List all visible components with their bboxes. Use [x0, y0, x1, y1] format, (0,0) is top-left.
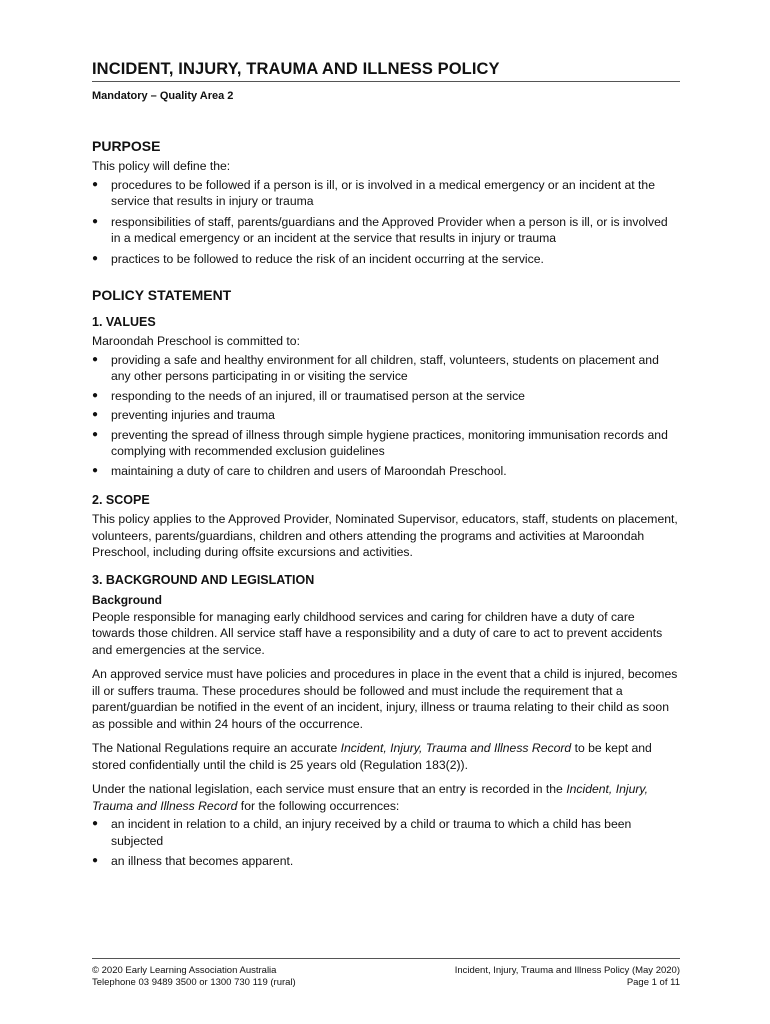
bullet-icon: ● [92, 353, 99, 365]
list-item: ● responding to the needs of an injured, ill or traumatised person at the service [92, 388, 525, 403]
bullet-icon: ● [92, 252, 99, 264]
page-footer [92, 958, 680, 988]
background-paragraph-3: The National Regulations require an accurate Incident, Injury, Trauma and Illness Record to be kept and stored confidentially until the child is 25 years old (Regulation 183(2)). [92, 741, 652, 772]
list-item: ● an incident in relation to a child, an injury received by a child or trauma to which a child has been subjected [92, 817, 632, 848]
footer-page-number: Page 1 of 11 [626, 977, 680, 988]
bullet-icon: ● [92, 409, 99, 420]
bullet-icon: ● [92, 389, 99, 401]
list-item: ● practices to be followed to reduce the risk of an incident occurring at the service. [92, 251, 544, 266]
scope-text: This policy applies to the Approved Provider, Nominated Supervisor, educators, staff, students on placement, volunteers, parents/guardians, children and others attending the programs and activities at Maroondah Preschool, including during offsite excursions and activities. [92, 512, 678, 559]
bullet-icon: ● [92, 178, 99, 190]
values-heading: 1. VALUES [92, 315, 156, 329]
purpose-heading: PURPOSE [92, 138, 161, 154]
footer-copyright: © 2020 Early Learning Association Australia [92, 965, 277, 976]
purpose-intro: This policy will define the: [92, 159, 231, 173]
list-item: ● responsibilities of staff, parents/guardians and the Approved Provider when a person is ill, or is involved in a medical emergency or an incident at the service that results in injury or trauma [92, 214, 668, 245]
bullet-icon: ● [92, 215, 99, 227]
background-subheading: Background [92, 592, 163, 607]
occurrences-list [92, 816, 680, 870]
background-paragraph-1: People responsible for managing early childhood services and caring for children have a duty of care towards those children. All service staff have a responsibility and a duty of care to act to prevent accidents and emergencies at the service. [92, 609, 663, 657]
scope-heading: 2. SCOPE [92, 493, 150, 507]
document-page [92, 60, 680, 870]
list-item: ● providing a safe and healthy environment for all children, staff, volunteers, students on placement and any other persons participating in or visiting the service [92, 352, 659, 383]
values-intro: Maroondah Preschool is committed to: [92, 334, 300, 348]
footer-left [92, 965, 296, 989]
background-paragraph-2: An approved service must have policies and procedures in place in the event that a child is injured, becomes ill or suffers trauma. These procedures should be followed and must include the requirement that a parent/guardian be notified in the event of an incident, injury, illness or trauma relating to their child as soon as possible and within 24 hours of the occurrence. [92, 667, 678, 731]
background-paragraph-4: Under the national legislation, each service must ensure that an entry is recorded in the Incident, Injury, Trauma and Illness Record for the following occurrences: [92, 782, 648, 813]
bullet-icon: ● [92, 855, 99, 866]
footer-right [455, 965, 680, 989]
document-title: INCIDENT, INJURY, TRAUMA AND ILLNESS POLICY [92, 60, 680, 82]
list-item: ● an illness that becomes apparent. [92, 854, 294, 868]
policy-statement-heading: POLICY STATEMENT [92, 287, 232, 303]
list-item: ● preventing the spread of illness through simple hygiene practices, monitoring immunisation records and complying with recommended exclusion guidelines [92, 427, 668, 458]
list-item: ● maintaining a duty of care to children and users of Maroondah Preschool. [92, 463, 507, 478]
footer-document-name: Incident, Injury, Trauma and Illness Policy (May 2020) [454, 965, 680, 976]
values-list [92, 352, 680, 480]
bullet-icon: ● [92, 464, 99, 476]
background-heading: 3. BACKGROUND AND LEGISLATION [92, 572, 315, 587]
record-name-emphasis: Incident, Injury, Trauma and Illness Record [340, 741, 572, 755]
list-item: ● procedures to be followed if a person is ill, or is involved in a medical emergency or an incident at the service that results in injury or trauma [92, 177, 655, 208]
record-name-emphasis: Incident, Injury, Trauma and Illness Record [92, 782, 648, 813]
list-item: ● preventing injuries and trauma [92, 408, 275, 422]
footer-telephone: Telephone 03 9489 3500 or 1300 730 119 (rural) [92, 977, 296, 988]
purpose-list [92, 177, 680, 268]
bullet-icon: ● [92, 428, 99, 440]
bullet-icon: ● [92, 818, 99, 829]
document-subtitle: Mandatory – Quality Area 2 [92, 90, 234, 102]
